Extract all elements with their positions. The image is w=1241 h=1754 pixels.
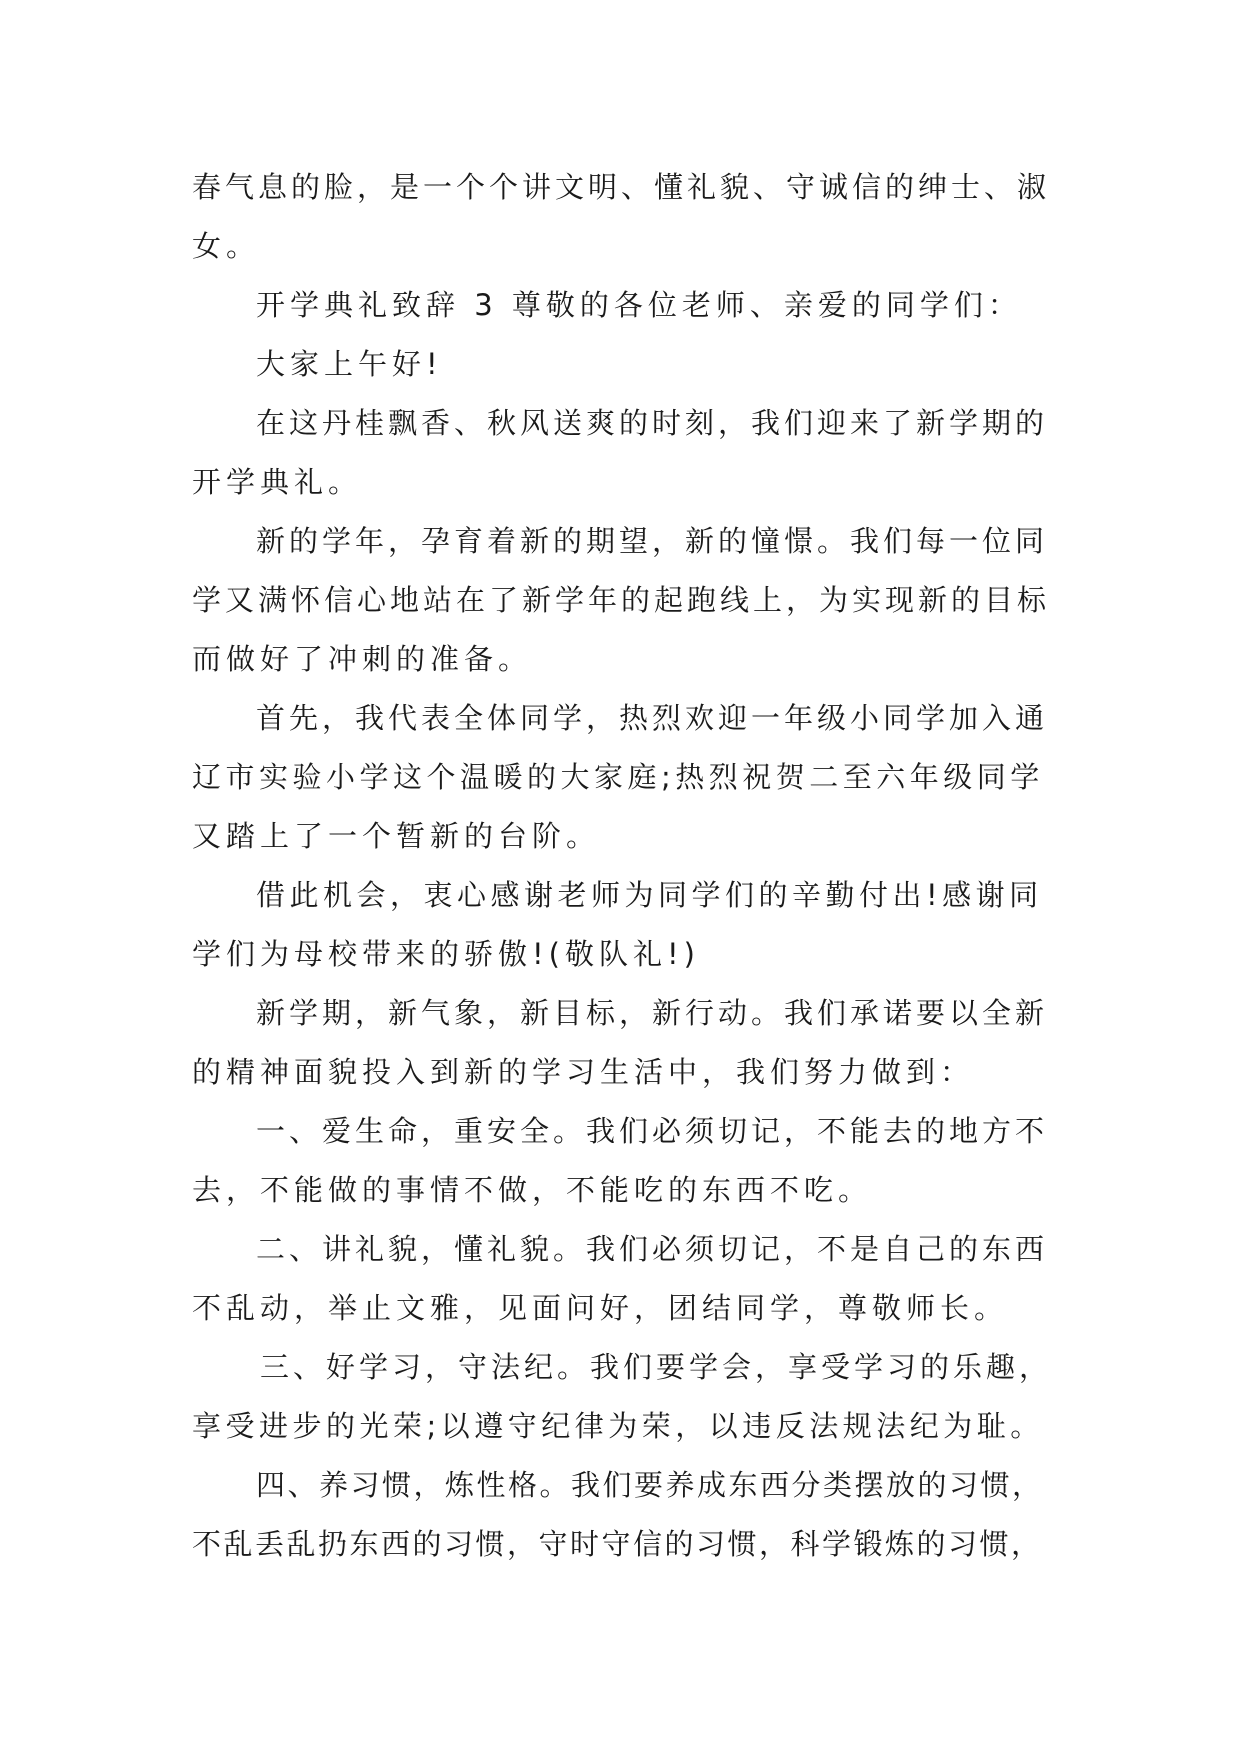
list-item-line: 二、讲礼貌，懂礼貌。我们必须切记，不是自己的东西 [256, 1232, 1049, 1266]
list-item-line: 不乱丢乱扔东西的习惯，守时守信的习惯，科学锻炼的习惯， [192, 1527, 1043, 1561]
text-line: 而做好了冲刺的准备。 [192, 642, 533, 676]
text-line: 开学典礼。 [192, 465, 363, 499]
list-item-line: 不乱动，举止文雅，见面问好，团结同学，尊敬师长。 [192, 1291, 1009, 1325]
list-item-line: 三、好学习，守法纪。我们要学会，享受学习的乐趣， [260, 1350, 1053, 1384]
text-line: 的精神面貌投入到新的学习生活中，我们努力做到： [192, 1055, 975, 1089]
text-line: 学又满怀信心地站在了新学年的起跑线上，为实现新的目标 [192, 583, 1051, 617]
text-line: 在这丹桂飘香、秋风送爽的时刻，我们迎来了新学期的 [256, 406, 1049, 440]
text-line: 辽市实验小学这个温暖的大家庭;热烈祝贺二至六年级同学 [192, 760, 1044, 794]
text-line: 首先，我代表全体同学，热烈欢迎一年级小同学加入通 [256, 701, 1049, 735]
text-line: 学们为母校带来的骄傲!(敬队礼!) [192, 937, 700, 971]
section-heading: 开学典礼致辞 3 尊敬的各位老师、亲爱的同学们： [256, 288, 1022, 322]
text-line: 又踏上了一个暂新的台阶。 [192, 819, 601, 853]
document-body [192, 158, 1052, 1574]
text-line: 新学期，新气象，新目标，新行动。我们承诺要以全新 [256, 996, 1049, 1030]
list-item-line: 去，不能做的事情不做，不能吃的东西不吃。 [192, 1173, 873, 1207]
text-line: 女。 [192, 229, 261, 263]
greeting-line: 大家上午好! [256, 347, 443, 381]
text-line: 新的学年，孕育着新的期望，新的憧憬。我们每一位同 [256, 524, 1049, 558]
text-line: 春气息的脸，是一个个讲文明、懂礼貌、守诚信的绅士、淑 [192, 170, 1051, 204]
text-line: 借此机会，衷心感谢老师为同学们的辛勤付出!感谢同 [256, 878, 1043, 912]
list-item-line: 四、养习惯，炼性格。我们要养成东西分类摆放的习惯， [256, 1468, 1044, 1502]
list-item-line: 一、爱生命，重安全。我们必须切记，不能去的地方不 [256, 1114, 1049, 1148]
list-item-line: 享受进步的光荣;以遵守纪律为荣，以违反法规法纪为耻。 [192, 1409, 1044, 1443]
